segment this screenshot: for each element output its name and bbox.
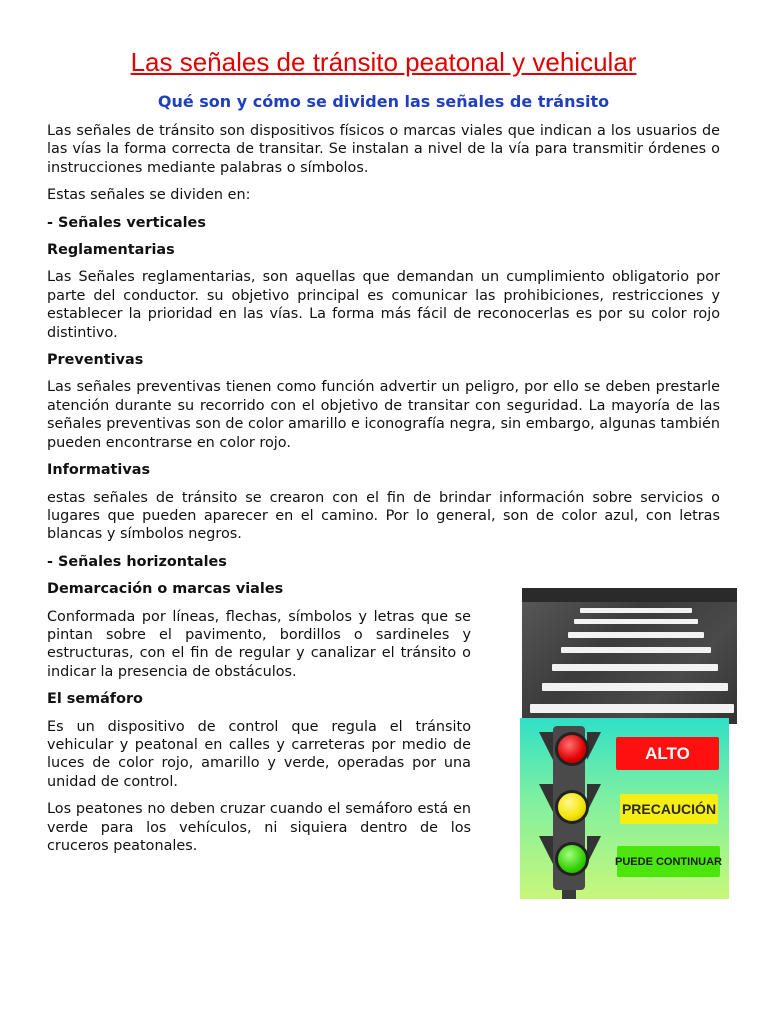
informativas-text: estas señales de tránsito se crearon con el fin de brindar información sobre servicios o lugares que pueden aparecer en el camino. Por lo general, son de color azul, con letras blancas y símbolos negros. — [47, 489, 720, 543]
red-light — [555, 732, 589, 766]
intro-paragraph: Las señales de tránsito son dispositivos físicos o marcas viales que indican a los usuarios de las vías la forma correcta de transitar. Se instalan a nivel de la vía para transmitir órdenes o instrucciones mediante palabras o símbolos. — [47, 123, 720, 176]
crosswalk-stripe — [568, 632, 704, 638]
crosswalk-stripe — [552, 664, 718, 671]
semaforo-text-1: Es un dispositivo de control que regula el tránsito vehicular y peatonal en calles y carreteras por medio de luces de color rojo, amarillo y verde, operadas por una unidad de control. — [47, 718, 471, 790]
crosswalk-stripe — [542, 683, 728, 691]
sign-precaucion: PRECAUCIÓN — [620, 794, 718, 824]
crosswalk-road-edge — [522, 588, 737, 602]
crosswalk-stripe — [580, 608, 692, 613]
horizontal-signs-heading: - Señales horizontales — [47, 553, 227, 570]
demarcacion-text: Conformada por líneas, flechas, símbolos y letras que se pintan sobre el pavimento, bordillos o sardineles y estructuras, con el fin de regular y canalizar el tránsito o indicar la presencia de obstáculos. — [47, 608, 471, 680]
crosswalk-stripe — [574, 619, 698, 624]
reglamentarias-heading: Reglamentarias — [47, 242, 175, 259]
green-light — [555, 842, 589, 876]
sign-puede-continuar: PUEDE CONTINUAR — [617, 846, 720, 877]
crosswalk-stripe — [561, 647, 711, 653]
yellow-light — [555, 790, 589, 824]
vertical-signs-heading: - Señales verticales — [47, 214, 206, 231]
crosswalk-image — [522, 588, 737, 724]
preventivas-heading: Preventivas — [47, 352, 144, 369]
informativas-heading: Informativas — [47, 462, 151, 479]
divide-text: Estas señales se dividen en: — [47, 187, 251, 204]
document-title: Las señales de tránsito peatonal y vehicular — [130, 47, 637, 77]
semaforo-heading: El semáforo — [47, 691, 143, 708]
demarcacion-heading: Demarcación o marcas viales — [47, 581, 284, 598]
preventivas-text: Las señales preventivas tienen como función advertir un peligro, por ello se deben prestarle atención durante su recorrido con el objetivo de transitar con seguridad. La mayoría de las señales preventivas son de color amarillo e iconografía negra, sin embargo, algunas también pueden encontrarse en color rojo. — [47, 379, 720, 451]
crosswalk-stripe — [530, 704, 734, 713]
reglamentarias-text: Las Señales reglamentarias, son aquellas que demandan un cumplimiento obligatorio por parte del conductor. su objetivo principal es comunicar las prohibiciones, restricciones y establecer la prioridad en las vías. La forma más fácil de reconocerlas es por su color rojo distintivo. — [47, 269, 720, 341]
semaforo-text-2: Los peatones no deben cruzar cuando el semáforo está en verde para los vehículos, ni siquiera dentro de los cruceros peatonales. — [47, 801, 471, 854]
document-subtitle: Qué son y cómo se dividen las señales de tránsito — [157, 92, 610, 111]
sign-alto: ALTO — [616, 737, 719, 770]
